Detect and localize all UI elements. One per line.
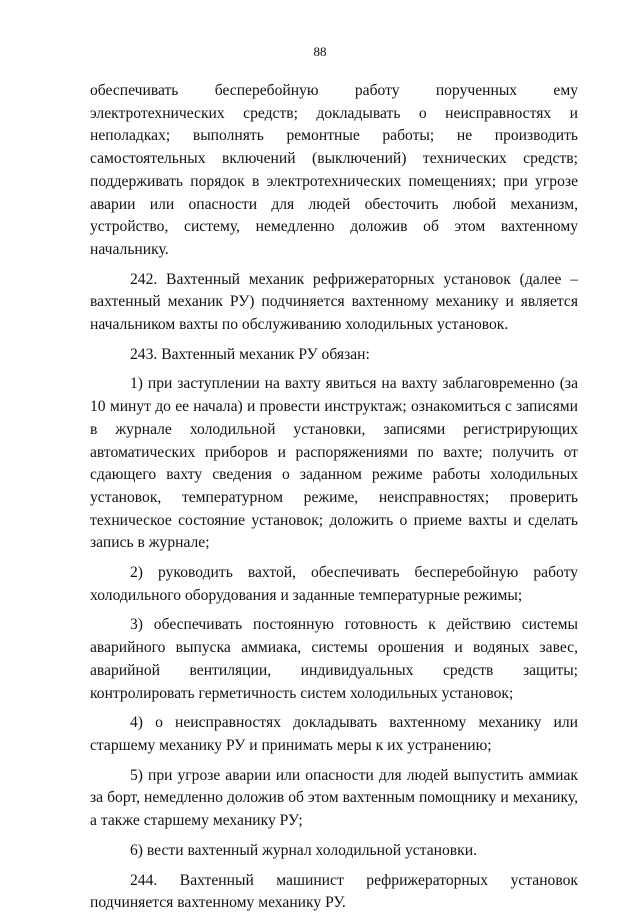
paragraph-243-item-1: 1) при заступлении на вахту явиться на вахту заблаговременно (за 10 минут до ее начала) и провести инструктаж; ознакомиться с записями в журнале холодильной установки, записями регистрирующих автоматических приборов и распоряжениями по вахте; получить от сдающего вахту сведения о заданном режиме работы холодильных установок, температурном режиме, неисправностях; проверить техническое состояние установок; доложить о приеме вахты и сделать запись в журнале;	[90, 375, 578, 552]
paragraph-243-item-2: 2) руководить вахтой, обеспечивать бесперебойную работу холодильного оборудования и заданные температурные режимы;	[90, 564, 578, 604]
paragraph-244: 244. Вахтенный машинист рефрижераторных установок подчиняется вахтенному механику РУ.	[90, 871, 578, 912]
paragraph-243-item-5: 5) при угрозе аварии или опасности для людей выпустить аммиак за борт, немедленно доложив об этом вахтенным помощнику и механику, а также старшему механику РУ;	[90, 766, 578, 830]
page-number: 88	[313, 44, 327, 59]
paragraph-243-item-6: 6) вести вахтенный журнал холодильной установки.	[130, 841, 477, 859]
paragraph-243: 243. Вахтенный механик РУ обязан:	[130, 345, 370, 363]
paragraph-continuation: обеспечивать бесперебойную работу порученных ему электротехнических средств; докладывать о неисправностях и неполадках; выполнять ремонтные работы; не производить самостоятельных включений (выключений) технических средств; поддерживать порядок в электротехнических помещениях; при угрозе аварии или опасности для людей обесточить любой механизм, устройство, систему, немедленно доложив об этом вахтенному начальнику.	[90, 82, 578, 258]
paragraph-242: 242. Вахтенный механик рефрижераторных установок (далее – вахтенный механик РУ) подчиняется вахтенному механику и является начальником вахты по обслуживанию холодильных установок.	[90, 270, 578, 334]
paragraph-243-item-4: 4) о неисправностях докладывать вахтенному механику или старшему механику РУ и принимать меры к их устранению;	[90, 714, 578, 754]
document-body	[90, 80, 578, 922]
paragraph-243-item-3: 3) обеспечивать постоянную готовность к действию системы аварийного выпуска аммиака, системы орошения и водяных завес, аварийной вентиляции, индивидуальных средств защиты; контролировать герметичность систем холодильных установок;	[90, 616, 578, 702]
